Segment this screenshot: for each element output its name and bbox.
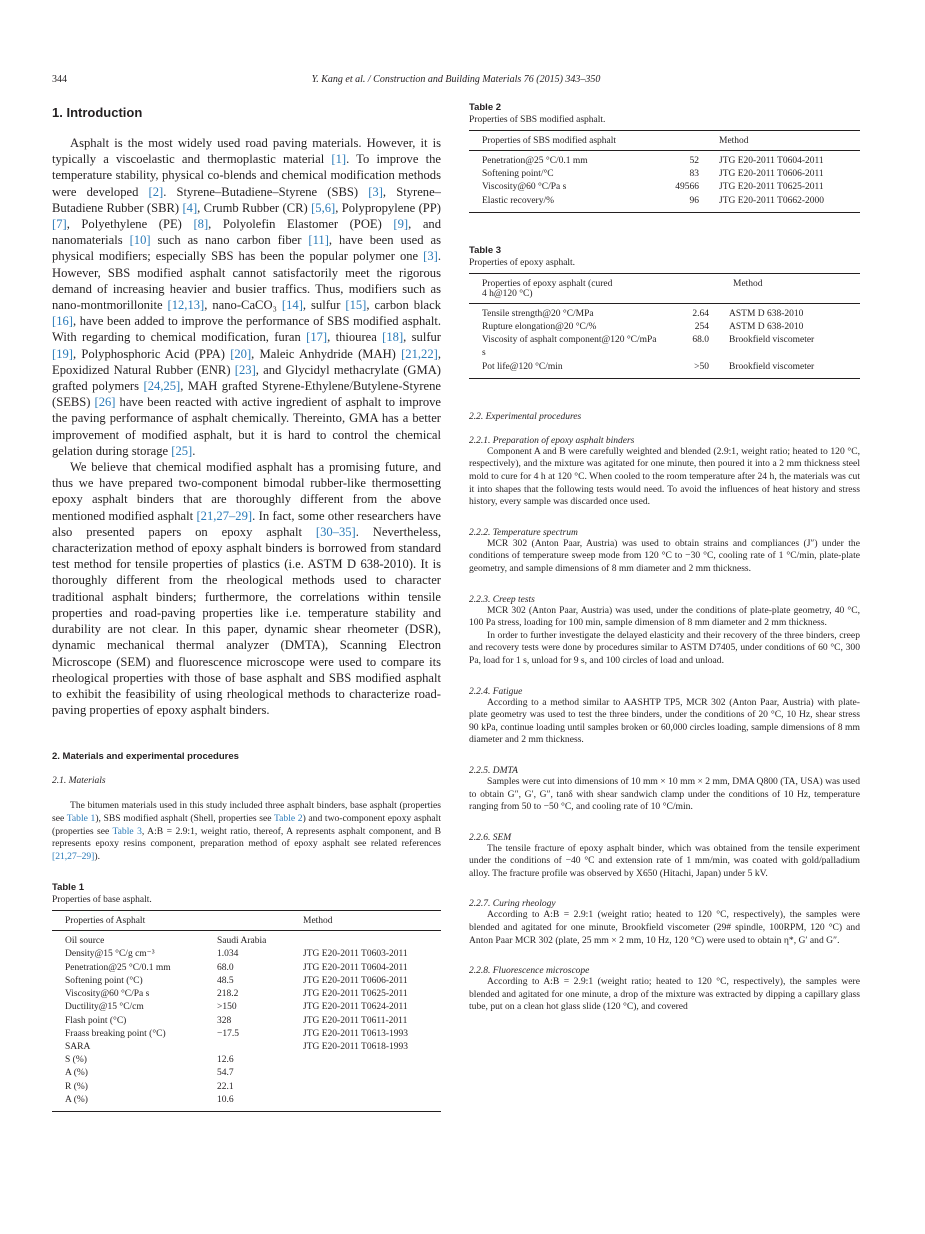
text-run: , Crumb Rubber (CR) bbox=[197, 200, 312, 215]
table-cell bbox=[290, 1054, 441, 1067]
table-cell: JTG E20-2011 T0604-2011 bbox=[719, 156, 824, 166]
text-run: , thiourea bbox=[327, 330, 383, 345]
table-cell: 10.6 bbox=[217, 1094, 234, 1105]
table-cell: Saudi Arabia bbox=[217, 936, 267, 947]
text-run: , and nanomaterials bbox=[52, 217, 442, 248]
table-cell: Penetration@25 °C/0.1 mm bbox=[65, 962, 171, 973]
table-header-cell: Method bbox=[719, 273, 860, 303]
table-header-cell bbox=[649, 131, 709, 151]
table-cell: JTG E20-2011 T0604-2011 bbox=[303, 962, 408, 973]
table-2-body bbox=[469, 151, 860, 213]
table-cell: Brookfield viscometer bbox=[729, 335, 815, 346]
table-cell: SARA bbox=[65, 1041, 91, 1052]
experimental-heading: 2.2. Experimental procedures bbox=[469, 411, 582, 422]
table-3 bbox=[469, 245, 860, 379]
table-cell: 218.2 bbox=[217, 989, 239, 1000]
table-row bbox=[52, 1001, 441, 1014]
citation-link[interactable]: [15] bbox=[345, 298, 367, 313]
citation-link[interactable]: [9] bbox=[393, 217, 409, 232]
citation-link[interactable]: [11] bbox=[308, 233, 329, 248]
text-run: . To improve the temperature stability, physical co-blends and chemical modification methods were developed bbox=[52, 152, 441, 199]
table-cell: Viscosity@60 °C/Pa s bbox=[65, 989, 150, 1000]
table-cell: Flash point (°C) bbox=[65, 1015, 127, 1026]
table-cell: −17.5 bbox=[217, 1028, 239, 1039]
text-run: such as nano carbon fiber bbox=[150, 233, 309, 248]
intro-paragraph-1 bbox=[52, 135, 441, 459]
table-cell: 2.64 bbox=[692, 308, 709, 319]
citation-link[interactable]: [8] bbox=[193, 217, 209, 232]
table-cell bbox=[204, 1041, 290, 1054]
table-cell: Pot life@120 °C/min bbox=[482, 361, 563, 372]
materials-paragraph bbox=[52, 800, 441, 863]
table-cell: Penetration@25 °C/0.1 mm bbox=[482, 156, 588, 166]
text-run: , carbon black bbox=[366, 298, 441, 313]
table-cell: >50 bbox=[694, 361, 709, 372]
text-run: . Styrene–Butadiene–Styrene (SBS) bbox=[163, 184, 369, 199]
running-header bbox=[52, 74, 860, 88]
right-column bbox=[469, 102, 860, 1014]
table-cell: JTG E20-2011 T0603-2011 bbox=[303, 949, 408, 960]
table-row bbox=[52, 988, 441, 1001]
table-header-cell bbox=[659, 273, 719, 303]
page-number: 344 bbox=[52, 74, 67, 85]
table-cell: 1.034 bbox=[217, 949, 239, 960]
citation-link[interactable]: [18] bbox=[382, 330, 404, 345]
table-2-title: Table 2 bbox=[469, 102, 502, 113]
citation-link[interactable]: [24,25] bbox=[143, 379, 181, 394]
table-cell: Softening point (°C) bbox=[65, 975, 143, 986]
table-cell: JTG E20-2011 T0611-2011 bbox=[303, 1015, 408, 1026]
table-header-cell: Method bbox=[709, 131, 860, 151]
table-cell: Viscosity@60 °C/Pa s bbox=[482, 182, 567, 193]
text-run: , Epoxidized Natural Rubber (ENR) bbox=[52, 346, 441, 377]
table-2-header-row bbox=[469, 131, 860, 151]
citation-link[interactable]: Table 2 bbox=[273, 812, 303, 824]
intro-paragraph-2 bbox=[52, 459, 441, 718]
table-cell: JTG E20-2011 T0624-2011 bbox=[303, 1002, 408, 1013]
citation-link[interactable]: [20] bbox=[230, 346, 252, 361]
text-run: . However, SBS modified asphalt cannot satisfactorily meet the rigorous demand of increasing heavier and busier traffics. Thus, modifiers such as nano-montmorillonite bbox=[52, 249, 441, 313]
text-run: . Nevertheless, characterization method of epoxy asphalt binders is borrowed from standard test method for tensile properties of plastics (i.e. ASTM D 638-2010). It is thoroughly different from the rheological methods used to character traditional asphalt binders; furthermore, the correlations within tensile properties and road-paving properties like i.e. temperature stability and durability are not clear. In this paper, dynamic shear rheometer (DSR), dynamic mechanical thermal analyzer (DMTA), Scanning Electron Microscope (SEM) and fluorescence microscope were used to compare its rheological properties with those of base asphalt and SBS modified asphalt to exhibit the feasibility of using rheological methods to characterize road-paving properties of epoxy asphalt binders. bbox=[52, 524, 441, 718]
text-run: , MAH grafted Styrene-Ethylene/Butylene-Styrene (SEBS) bbox=[52, 379, 442, 410]
table-cell: Softening point/°C bbox=[482, 169, 554, 180]
text-run: , and Glycidyl methacrylate (GMA) grafted polymers bbox=[52, 362, 441, 394]
citation-link[interactable]: [23] bbox=[234, 362, 256, 377]
table-cell: Brookfield viscometer bbox=[729, 361, 815, 372]
table-row bbox=[52, 1067, 441, 1080]
text-run: We believe that chemical modified asphalt has a promising future, and thus we have prepared two-component bimodal rubber-like thermosetting epoxy asphalt binders that are thoroughly different from the above mentioned modified asphalt bbox=[52, 460, 441, 523]
subsection-223-text-2: In order to further investigate the delayed elasticity and their recovery of the three binders, creep and recovery tests were done by procedures similar to ASTM D7405, under conditions of 60 °C, 300 Pa, load for 1 s, unload for 9 s, and 100 circles of load and unload. bbox=[469, 629, 860, 666]
citation-link[interactable]: [26] bbox=[94, 395, 116, 410]
text-run: , Polypropylene (PP) bbox=[335, 200, 441, 215]
text-run: , have been used as physical modifiers; especially SBS has been the popular polymer one bbox=[52, 233, 441, 264]
table-1-title: Table 1 bbox=[52, 882, 85, 894]
table-cell: Rupture elongation@20 °C/% bbox=[482, 322, 597, 333]
subsection-225-text: Samples were cut into dimensions of 10 mm × 10 mm × 2 mm, DMA Q800 (TA, USA) was used to obtain G″, G′, G″, tanδ with shear sandwich clamp under the conditions of 10 Hz, temperature ranging from 50 to −50 °C, and cooling rate of 10 °C/min. bbox=[469, 775, 860, 813]
table-cell: JTG E20-2011 T0625-2011 bbox=[719, 182, 824, 193]
table-3-title: Table 3 bbox=[469, 244, 502, 256]
table-cell: A (%) bbox=[65, 1068, 88, 1079]
citation-link[interactable]: Table 1 bbox=[66, 812, 96, 824]
text-run: , Maleic Anhydride (MAH) bbox=[251, 346, 402, 361]
citation-link[interactable]: [5,6] bbox=[311, 200, 336, 215]
table-cell bbox=[290, 1081, 441, 1094]
table-cell: 52 bbox=[689, 156, 699, 166]
citation-link[interactable]: [16] bbox=[52, 314, 73, 329]
table-row bbox=[469, 181, 860, 194]
subsection-224-text: According to a method similar to AASHTP TP5, MCR 302 (Anton Paar, Austria) with plate-plate geometry was used to test the three binders, under the conditions of 20 °C, 10 Hz, shear stress 90 kPa, continue loading until samples broken or 60,000 circles loading, sample dimensions of 8 mm diameter and 2 mm thickness. bbox=[469, 696, 860, 746]
citation-link[interactable]: [21,22] bbox=[401, 346, 438, 361]
table-header-cell: Properties of SBS modified asphalt bbox=[469, 131, 649, 151]
table-row bbox=[52, 1054, 441, 1067]
subsection-221-heading: 2.2.1. Preparation of epoxy asphalt binders bbox=[469, 435, 635, 446]
table-3-body bbox=[469, 303, 860, 378]
left-column bbox=[52, 102, 441, 1112]
citation-link[interactable]: [1] bbox=[331, 152, 347, 167]
table-cell: S (%) bbox=[65, 1055, 87, 1066]
subsection-222-heading: 2.2.2. Temperature spectrum bbox=[469, 527, 578, 538]
table-3-grid bbox=[469, 273, 860, 379]
table-cell: 68.0 bbox=[217, 962, 234, 973]
table-cell: JTG E20-2011 T0662-2000 bbox=[719, 195, 825, 206]
citation-link[interactable]: Table 3 bbox=[112, 825, 142, 837]
citation-link[interactable]: [4] bbox=[182, 200, 198, 215]
table-row bbox=[52, 1028, 441, 1041]
subsection-224-heading: 2.2.4. Fatigue bbox=[469, 686, 523, 697]
table-row bbox=[469, 334, 860, 360]
table-row bbox=[469, 361, 860, 379]
table-cell: Density@15 °C/g cm⁻³ bbox=[65, 949, 155, 960]
table-row bbox=[52, 962, 441, 975]
citation-link[interactable]: [25] bbox=[171, 443, 193, 458]
table-row bbox=[469, 151, 860, 169]
text-run: , Styrene–Butadiene Rubber (SBR) bbox=[52, 184, 441, 215]
text-run: , Polyphosphoric Acid (PPA) bbox=[72, 346, 231, 361]
table-row bbox=[469, 168, 860, 181]
citation-link[interactable]: [12,13] bbox=[167, 298, 205, 313]
table-row bbox=[469, 303, 860, 321]
text-run: , have been added to improve the performance of SBS modified asphalt. With regarding to chemical modification, furan bbox=[52, 314, 441, 345]
table-cell: JTG E20-2011 T0606-2011 bbox=[303, 975, 408, 986]
text-run: , sulfur bbox=[302, 298, 346, 313]
citation-link[interactable]: [21,27–29] bbox=[196, 508, 253, 523]
table-row bbox=[52, 1015, 441, 1028]
table-row bbox=[52, 1094, 441, 1112]
citation-link[interactable]: [10] bbox=[129, 233, 151, 248]
subsection-227-heading: 2.2.7. Curing rheology bbox=[469, 899, 556, 910]
materials-heading: 2. Materials and experimental procedures bbox=[52, 751, 239, 763]
text-run: , A:B = 2.9:1, weight ratio, thereof, A represents asphalt component, and B represents epoxy resins component, preparation method of epoxy asphalt see related references bbox=[52, 825, 441, 850]
table-cell: 83 bbox=[689, 169, 699, 180]
table-2-caption: Properties of SBS modified asphalt. bbox=[469, 115, 606, 125]
table-cell: Oil source bbox=[65, 936, 105, 947]
text-run: , sulfur bbox=[403, 330, 441, 345]
table-cell: Fraass breaking point (°C) bbox=[65, 1028, 166, 1039]
subsection-228-text: According to A:B = 2.9:1 (weight ratio; heated to 120 °C, respectively), the samples were blended and agitated for one minute, a drop of the mixture was extracted by dipping a capillary glass tube, put on a clean hot glass slide (120 °C), and covered bbox=[469, 976, 860, 1013]
text-run: , Polyolefin Elastomer (POE) bbox=[208, 217, 394, 232]
table-cell: R (%) bbox=[65, 1081, 88, 1092]
citation-link[interactable]: [14] bbox=[281, 298, 303, 313]
table-1 bbox=[52, 882, 441, 1112]
table-cell: 22.1 bbox=[217, 1081, 234, 1092]
text-run: Asphalt is the most widely used road paving materials. However, it is typically a viscoelastic and thermoplastic material bbox=[52, 136, 441, 167]
table-row bbox=[469, 195, 860, 213]
table-cell: 68.0 bbox=[692, 335, 709, 346]
table-1-grid bbox=[52, 910, 441, 1112]
citation-link[interactable]: [2] bbox=[148, 184, 164, 199]
subsection-226-heading: 2.2.6. SEM bbox=[469, 832, 512, 843]
table-cell: JTG E20-2011 T0613-1993 bbox=[303, 1028, 409, 1039]
table-cell bbox=[290, 931, 441, 949]
table-cell: 254 bbox=[694, 322, 709, 333]
subsection-221-text: Component A and B were carefully weighted and blended (2.9:1, weight ratio; heated to 120 °C, respectively), and the mixture was agitated for one minute, then poured it into a 2 mm thickness steel mold to cure for 4 h at 120 °C. When cooled to the room temperature after 24 h, the materials was cut it into shapes that the following tests would need. To avoid the influences of heat history and stress history, every sample was discarded once used. bbox=[469, 445, 860, 508]
table-cell: Viscosity of asphalt component@120 °C/mPa s bbox=[482, 335, 657, 359]
table-1-header-row bbox=[52, 911, 441, 931]
citation-link[interactable]: [3] bbox=[368, 184, 383, 199]
citation-link[interactable]: [17] bbox=[306, 330, 328, 345]
text-run: The bitumen materials used in this study included three asphalt binders, base asphalt (properties see bbox=[52, 800, 441, 824]
citation-link[interactable]: [7] bbox=[52, 217, 67, 232]
table-2-grid bbox=[469, 130, 860, 213]
subsection-223-heading: 2.2.3. Creep tests bbox=[469, 594, 535, 605]
table-cell: ASTM D 638-2010 bbox=[729, 308, 804, 319]
table-header-cell bbox=[204, 911, 290, 931]
table-2 bbox=[469, 102, 860, 213]
table-cell: Tensile strength@20 °C/MPa bbox=[482, 308, 594, 319]
subsection-227-text: According to A:B = 2.9:1 (weight ratio; heated to 120 °C, respectively), the samples were blended and agitated for one minute, Brookfield viscometer (29# spindle, 100RPM, 120 °C) and Anton Paar MCR 302 (plate, 25 mm × 2 mm, 10 Hz, 120 °C) were used to obtain η*, G′ and G″. bbox=[469, 909, 860, 946]
table-cell bbox=[290, 1094, 441, 1112]
table-cell: JTG E20-2011 T0606-2011 bbox=[719, 169, 824, 180]
table-row bbox=[52, 1041, 441, 1054]
table-cell: 48.5 bbox=[217, 975, 234, 986]
table-3-caption: Properties of epoxy asphalt. bbox=[469, 257, 576, 268]
table-cell: Elastic recovery/% bbox=[482, 195, 555, 206]
citation-link[interactable]: [19] bbox=[52, 346, 73, 361]
table-cell: >150 bbox=[217, 1002, 237, 1013]
text-run: ). bbox=[94, 850, 100, 862]
text-run: . In fact, some other researchers have also presented papers on epoxy asphalt bbox=[52, 508, 441, 539]
table-header-cell: Method bbox=[290, 911, 441, 931]
journal-citation: Y. Kang et al. / Construction and Building Materials 76 (2015) 343–350 bbox=[311, 74, 601, 85]
table-cell: JTG E20-2011 T0625-2011 bbox=[303, 989, 408, 1000]
table-cell bbox=[290, 1067, 441, 1080]
citation-link[interactable]: [21,27–29] bbox=[52, 850, 95, 862]
table-row bbox=[469, 321, 860, 334]
table-cell: 328 bbox=[217, 1015, 232, 1026]
table-cell: 96 bbox=[689, 195, 699, 206]
table-1-caption: Properties of base asphalt. bbox=[52, 895, 152, 906]
table-cell: A (%) bbox=[65, 1094, 88, 1105]
table-cell: Ductility@15 °C/cm bbox=[65, 1002, 144, 1013]
table-cell: 54.7 bbox=[217, 1068, 234, 1079]
table-3-header-row bbox=[469, 273, 860, 303]
table-header-cell: Properties of epoxy asphalt (cured 4 h@120 °C) bbox=[469, 273, 659, 303]
materials-subheading: 2.1. Materials bbox=[52, 776, 106, 787]
table-cell: JTG E20-2011 T0618-1993 bbox=[303, 1041, 409, 1052]
table-header-cell: Properties of Asphalt bbox=[52, 911, 204, 931]
text-run: ), SBS modified asphalt (Shell, properties see bbox=[95, 812, 274, 824]
subsection-222-text: MCR 302 (Anton Paar, Austria) was used to obtain strains and compliances (J″) under the conditions of temperature sweep mode from 120 °C to −30 °C, cooling rate of 1 °C/min, plate-plate geometry, and sample dimensions of 8 mm diameter and 2 mm thickness. bbox=[469, 537, 860, 574]
introduction-heading: 1. Introduction bbox=[52, 105, 143, 120]
subsection-228-heading: 2.2.8. Fluorescence microscope bbox=[469, 966, 590, 977]
table-row bbox=[52, 931, 441, 949]
text-run: , nano-CaCO₃ bbox=[204, 298, 282, 313]
table-row bbox=[52, 948, 441, 961]
text-run: have been reacted with active ingredient of asphalt to improve the paving performance of asphalt chemically. Thereinto, GMA has a better improvement of modified asphalt, but it is hard to control the chemical gelation during storage bbox=[52, 395, 441, 458]
table-cell: ASTM D 638-2010 bbox=[729, 322, 804, 333]
subsection-226-text: The tensile fracture of epoxy asphalt binder, which was obtained from the tensile experiment under the conditions of −40 °C and extension rate of 1 mm/min, was coated with gold/palladium alloy. The fracture profile was observed by X650 (Hitachi, Japan) under 5 kV. bbox=[469, 842, 860, 879]
text-run: ) and two-component epoxy asphalt (properties see bbox=[52, 812, 441, 837]
table-cell: 49566 bbox=[675, 182, 699, 193]
citation-link[interactable]: [3] bbox=[423, 249, 438, 264]
table-cell: 12.6 bbox=[217, 1055, 234, 1066]
text-run: , Polyethylene (PE) bbox=[66, 217, 194, 232]
citation-link[interactable]: [30–35] bbox=[315, 524, 356, 539]
subsection-223-text-1: MCR 302 (Anton Paar, Austria) was used, under the conditions of plate-plate geometry, 40 °C, 100 Pa stress, loading for 100 min, sample dimension of 8 mm diameter and 2 mm thickness. bbox=[469, 604, 860, 629]
table-row bbox=[52, 975, 441, 988]
table-row bbox=[52, 1081, 441, 1094]
text-run: . bbox=[192, 443, 196, 458]
table-1-body bbox=[52, 931, 441, 1112]
subsection-225-heading: 2.2.5. DMTA bbox=[469, 765, 518, 776]
